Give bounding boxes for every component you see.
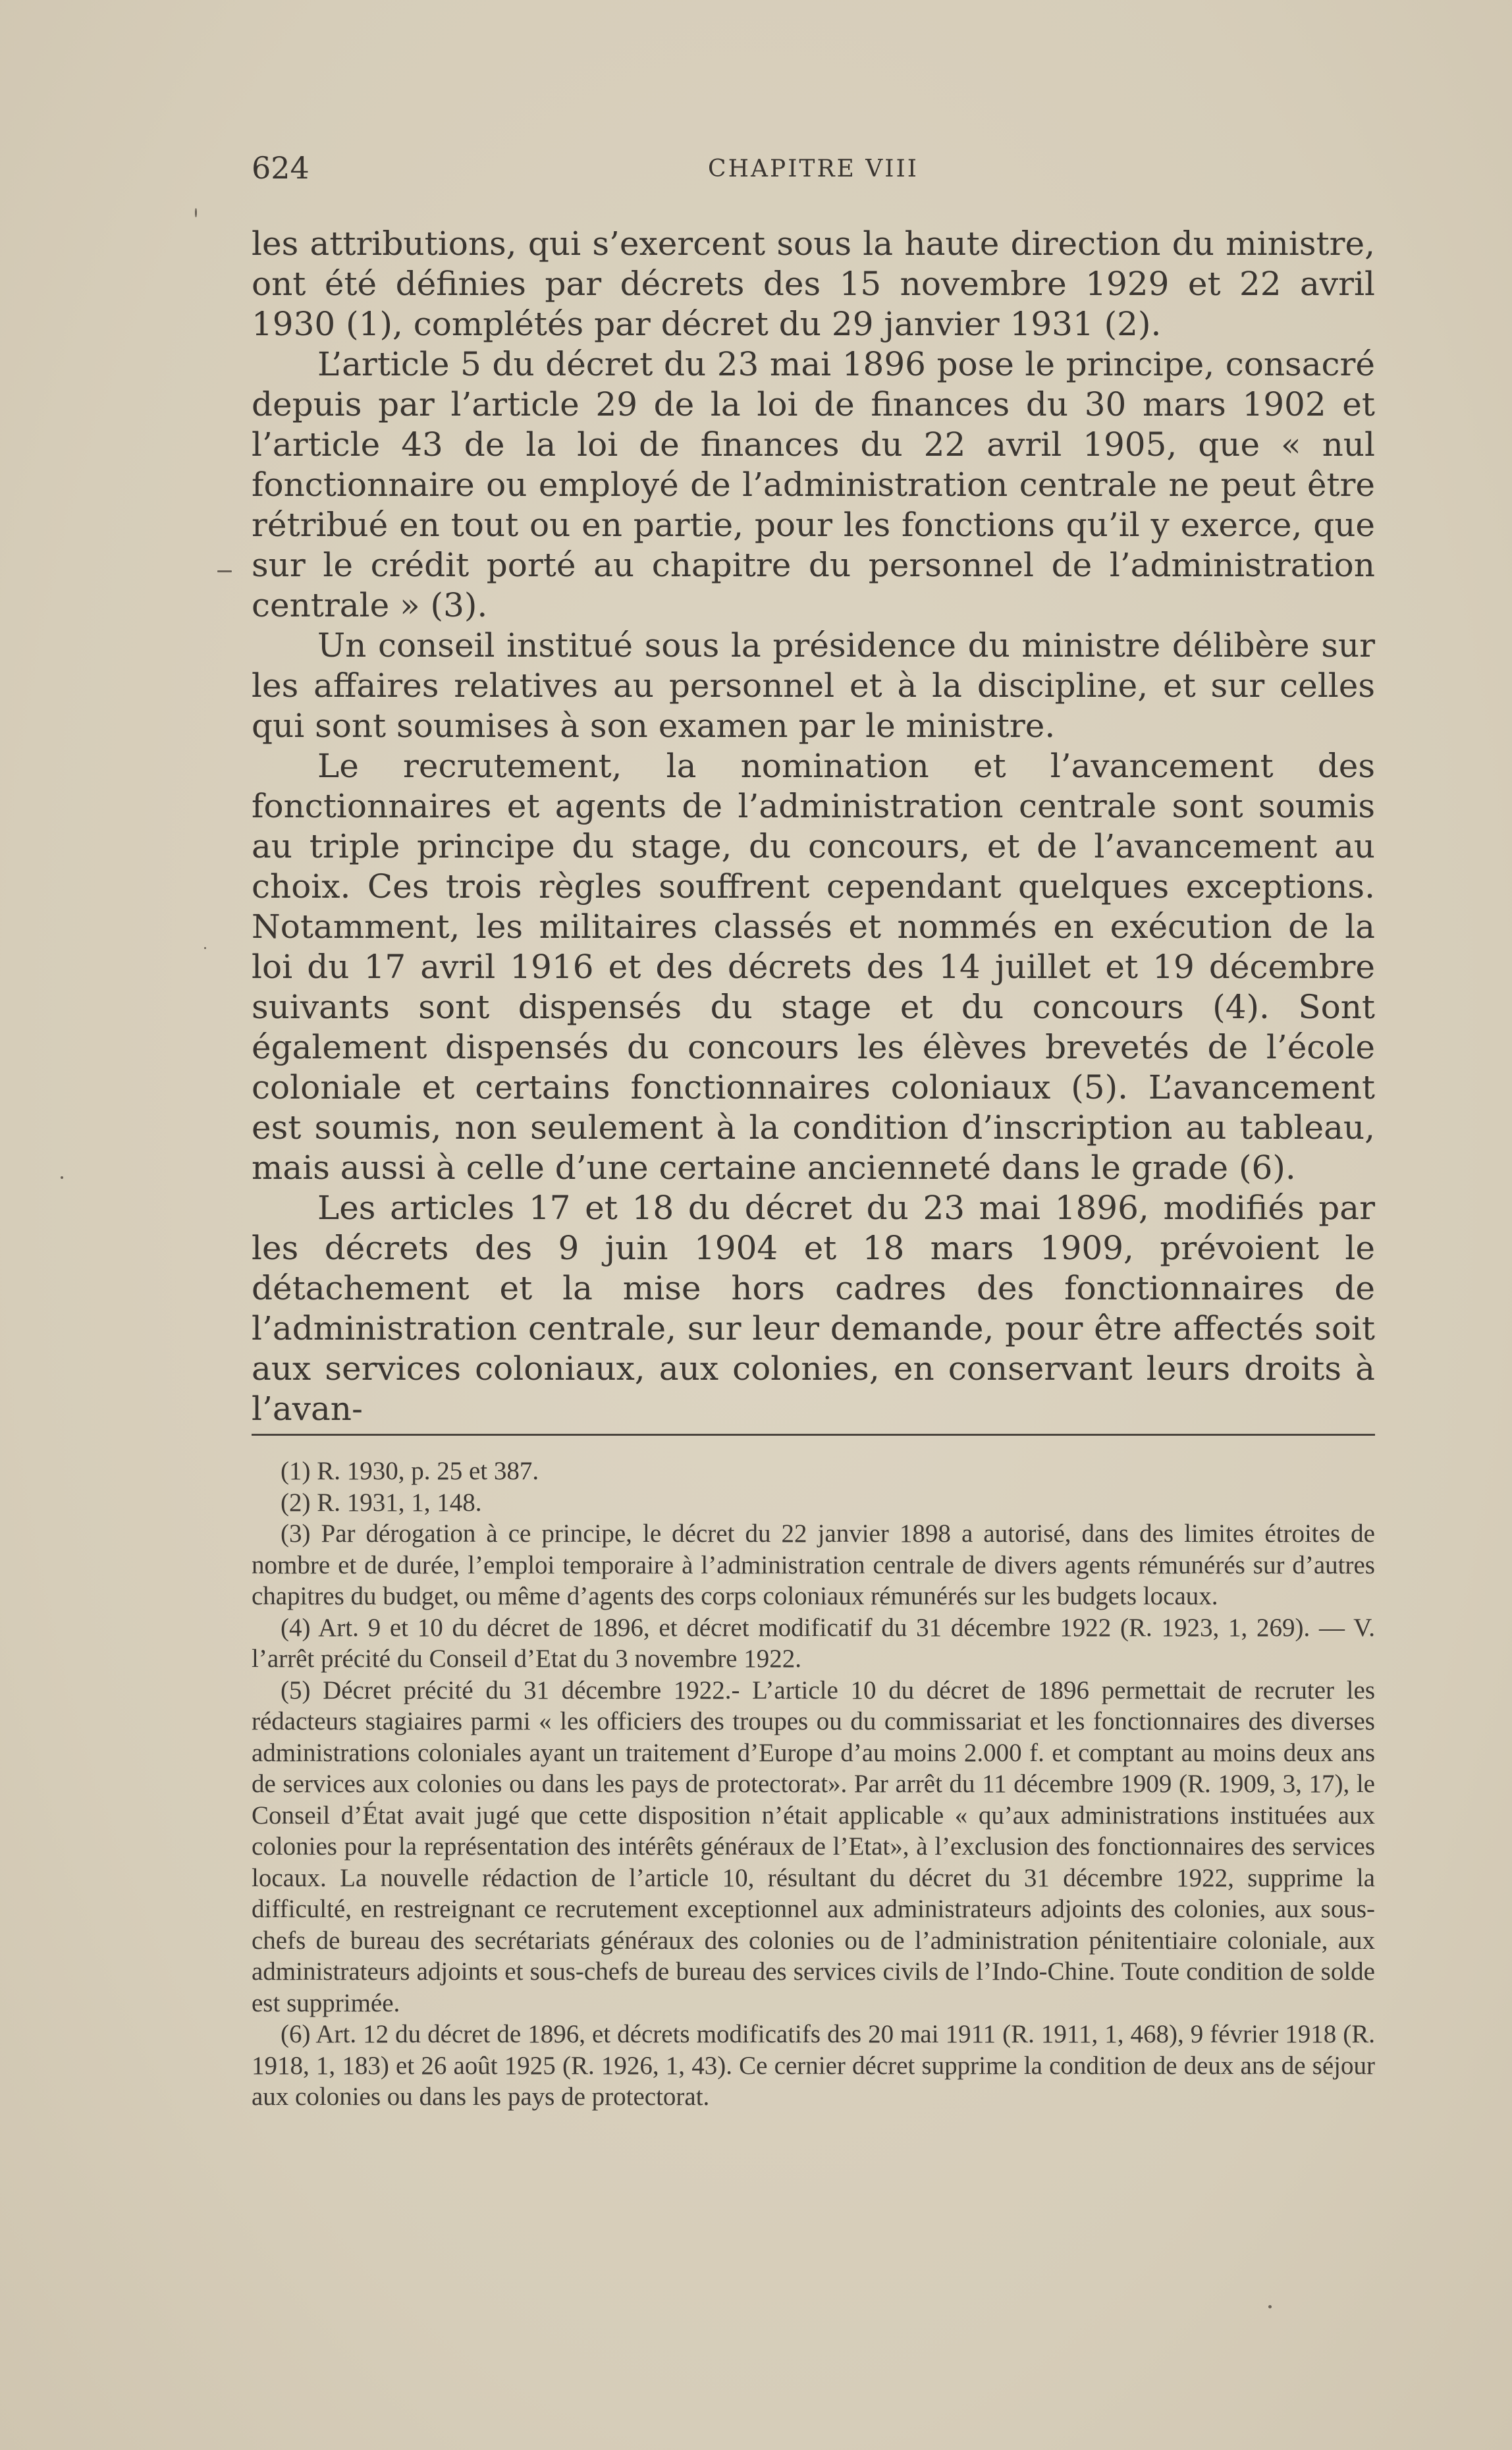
footnote: (6) Art. 12 du décret de 1896, et décrets modificatifs des 20 mai 1911 (R. 1911, 1, 468), 9 février 1918 (R. 1918, 1, 183) et 26 août 1925 (R. 1926, 1, 43). Ce cernier décret supprime la condition de deux ans de séjour aux colonies ou dans les pays de protectorat. [252, 2020, 1375, 2111]
running-head: CHAPITRE VIII [708, 155, 919, 182]
paper-speck [204, 947, 206, 949]
footnotes [252, 1456, 1375, 2113]
footnote: (3) Par dérogation à ce principe, le décret du 22 janvier 1898 a autorisé, dans des limites étroites de nombre et de durée, l’emploi temporaire à l’administration centrale de divers agents rémunérés sur d’autres chapitres du budget, ou même d’agents des corps coloniaux rémunérés sur les budgets locaux. [252, 1519, 1375, 1610]
footnote: (2) R. 1931, 1, 148. [281, 1488, 482, 1517]
main-text [252, 224, 1375, 1429]
paragraph: les attributions, qui s’exercent sous la haute direction du ministre, ont été définies par décrets des 15 novembre 1929 et 22 avril 1930 (1), complétés par décret du 29 janvier 1931 (2). [252, 225, 1375, 343]
footnote: (5) Décret précité du 31 décembre 1922.- L’article 10 du décret de 1896 permettait de recruter les rédacteurs stagiaires parmi « les officiers des troupes ou du commissariat et les fonctionnaires des diverses administrations coloniales ayant un traitement d’Europe d’au moins 2.000 f. et comptant au moins deux ans de services aux colonies ou dans les pays de protectorat». Par arrêt du 11 décembre 1909 (R. 1909, 3, 17), le Conseil d’État avait jugé que cette disposition n’était applicable « qu’aux administrations instituées aux colonies pour la représentation des intérêts généraux de l’Etat», à l’exclusion des fonctionnaires des services locaux. La nouvelle rédaction de l’article 10, résultant du décret du 31 décembre 1922, supprime la difficulté, en restreignant ce recrutement exceptionnel aux administrateurs adjoints des colonies, aux sous-chefs de bureau des secrétariats généraux des colonies ou de l’administration pénitentiaire coloniale, aux administrateurs adjoints et sous-chefs de bureau des services civils de l’Indo-Chine. Toute condition de solde est supprimée. [252, 1675, 1375, 2017]
paragraph: Le recrutement, la nomination et l’avancement des fonctionnaires et agents de l’administration centrale sont soumis au triple principe du stage, du concours, et de l’avancement au choix. Ces trois règles souffrent cependant quelques exceptions. Notamment, les militaires classés et nommés en exécution de la loi du 17 avril 1916 et des décrets des 14 juillet et 19 décembre suivants sont dispensés du stage et du concours (4). Sont également dispensés du concours les élèves brevetés de l’école coloniale et certains fonctionnaires coloniaux (5). L’avancement est soumis, non seulement à la condition d’inscription au tableau, mais aussi à celle d’une certaine ancienneté dans le grade (6). [252, 747, 1375, 1187]
paper-speck [195, 208, 197, 217]
paper-speck [1268, 2305, 1272, 2308]
paragraph: Un conseil institué sous la présidence du ministre délibère sur les affaires relatives au personnel et à la discipline, et sur celles qui sont soumises à son examen par le ministre. [252, 626, 1375, 745]
page-number: 624 [252, 150, 310, 186]
footnote-separator [252, 1434, 1375, 1436]
footnote: (4) Art. 9 et 10 du décret de 1896, et décret modificatif du 31 décembre 1922 (R. 1923, 1, 269). — V. l’arrêt précité du Conseil d’Etat du 3 novembre 1922. [252, 1613, 1375, 1673]
paragraph: L’article 5 du décret du 23 mai 1896 pose le principe, consacré depuis par l’article 29 de la loi de finances du 30 mars 1902 et l’article 43 de la loi de finances du 22 avril 1905, que « nul fonctionnaire ou employé de l’administration centrale ne peut être rétribué en tout ou en partie, pour les fonctions qu’il y exerce, que sur le crédit porté au chapitre du personnel de l’administration centrale » (3). [252, 345, 1375, 624]
footnote: (1) R. 1930, p. 25 et 387. [281, 1457, 539, 1485]
page-header [252, 150, 1375, 196]
paragraph: Les articles 17 et 18 du décret du 23 mai 1896, modifiés par les décrets des 9 juin 1904 et 18 mars 1909, prévoient le détachement et la mise hors cadres des fonctionnaires de l’administration centrale, sur leur demande, pour être affectés soit aux services coloniaux, aux colonies, en conservant leurs droits à l’avan- [252, 1189, 1375, 1428]
paper-speck [217, 570, 232, 572]
paper-speck [61, 1176, 63, 1179]
